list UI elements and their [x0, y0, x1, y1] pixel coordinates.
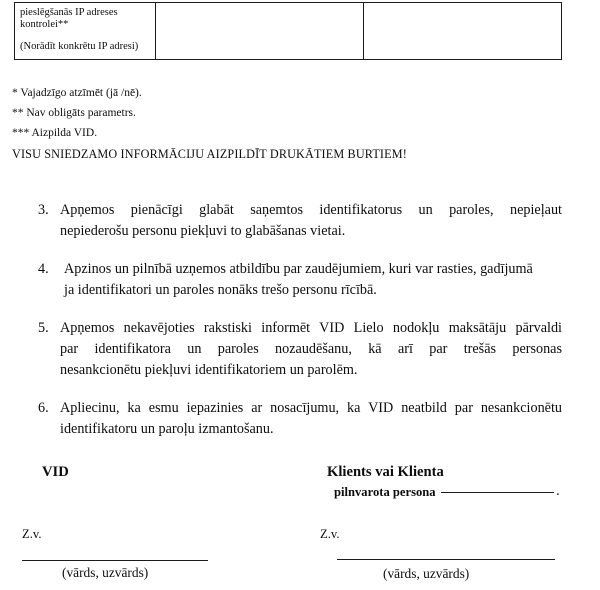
clause-line: identifikatoru un paroļu izmantošanu. — [60, 421, 274, 437]
footnote-single-asterisk: * Vajadzīgo atzīmēt (jā /nē). — [12, 87, 142, 99]
clause-item — [38, 200, 562, 242]
clause-number: 5. — [38, 320, 49, 336]
stamp-label-vid: Z.v. — [22, 527, 42, 541]
clause-text — [60, 318, 562, 381]
signature-subtitle-client: pilnvarota persona — [334, 485, 436, 499]
clause-number: 4. — [38, 261, 49, 277]
clause-text — [60, 259, 562, 301]
clause-line: Apliecinu, ka esmu iepazinies ar nosacījumu, ka VID neatbild par nesankcionētu — [60, 400, 562, 416]
clause-number: 6. — [38, 400, 49, 416]
footnotes-block — [12, 83, 582, 164]
clause-item — [38, 398, 562, 440]
stamp-label-client: Z.v. — [320, 527, 340, 541]
signature-trailing-mark: . — [556, 487, 560, 498]
clause-line: par identifikatora un paroles nozaudēšanu, kā arī par trešās personas — [60, 341, 562, 357]
clause-text — [60, 398, 562, 440]
table-cell-right-input[interactable] — [364, 3, 561, 59]
clause-item — [38, 318, 562, 381]
signature-caption-client: (vārds, uzvārds) — [383, 566, 470, 581]
signature-line-vid[interactable] — [22, 560, 208, 561]
signature-caption-vid: (vārds, uzvārds) — [62, 565, 149, 580]
table-cell-middle-input[interactable] — [156, 3, 364, 59]
footnote-double-asterisk: ** Nav obligāts parametrs. — [12, 107, 136, 119]
clause-text — [60, 200, 562, 242]
clause-line: Apņemos nekavējoties rakstiski informēt VID Lielo nodokļu maksātāju pārvaldi — [60, 320, 562, 336]
table-label-sub: (Norādīt konkrētu IP adresi) — [20, 40, 139, 52]
clause-item — [38, 259, 562, 301]
clause-line: Apņemos pienācīgi glabāt saņemtos identifikatorus un paroles, nepieļaut — [60, 202, 562, 218]
clause-line: nepiederošu personu piekļuvi to glabāšanas vietai. — [60, 223, 346, 239]
fill-in-capitals-notice: VISU SNIEDZAMO INFORMĀCIJU AIZPILDĪT DRUKĀTIEM BURTIEM! — [12, 147, 407, 161]
signature-title-vid: VID — [42, 464, 69, 480]
clause-number: 3. — [38, 202, 49, 218]
clauses-list — [38, 200, 562, 440]
clause-line: ja identifikatori un paroles nonāks trešo personu rīcībā. — [64, 282, 377, 298]
ip-address-table — [14, 2, 562, 60]
table-label-main: pieslēgšanās IP adreses kontrolei** — [20, 7, 118, 31]
signature-line-client[interactable] — [337, 559, 555, 560]
signature-name-fill-field[interactable] — [441, 492, 554, 493]
clause-line: nesankcionētu piekļuvi identifikatoriem un parolēm. — [60, 362, 358, 378]
clause-line: Apzinos un pilnībā uzņemos atbildību par zaudējumiem, kuri var rasties, gadījumā — [64, 261, 533, 277]
table-cell-label — [15, 3, 156, 59]
signature-title-client: Klients vai Klienta — [327, 464, 444, 480]
signature-subtitle-row — [334, 484, 559, 501]
footnote-triple-asterisk: *** Aizpilda VID. — [12, 127, 98, 139]
